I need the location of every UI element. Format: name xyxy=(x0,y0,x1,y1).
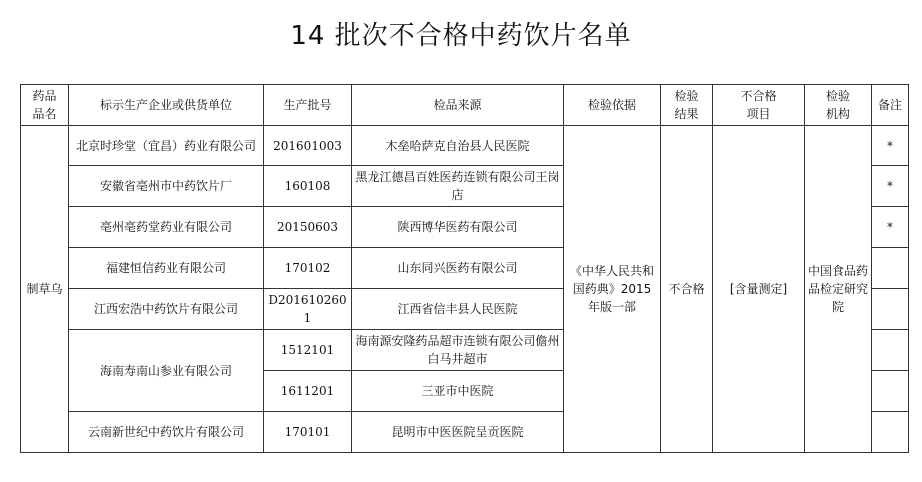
batch-cell: 201601003 xyxy=(264,126,352,166)
result-cell: 不合格 xyxy=(661,126,713,453)
batch-cell: 170102 xyxy=(264,248,352,289)
manufacturer-cell: 海南寿南山参业有限公司 xyxy=(69,330,264,412)
manufacturer-cell: 云南新世纪中药饮片有限公司 xyxy=(69,412,264,453)
batch-cell: 1611201 xyxy=(264,371,352,412)
manufacturer-cell: 安徽省亳州市中药饮片厂 xyxy=(69,166,264,207)
manufacturer-cell: 亳州亳药堂药业有限公司 xyxy=(69,207,264,248)
drug-name-cell: 制草乌 xyxy=(21,126,69,453)
remark-cell xyxy=(872,412,909,453)
source-cell: 海南源安隆药品超市连锁有限公司儋州白马井超市 xyxy=(352,330,564,371)
agency-cell: 中国食品药品检定研究院 xyxy=(805,126,872,453)
header-result: 检验 结果 xyxy=(661,85,713,126)
source-cell: 江西省信丰县人民医院 xyxy=(352,289,564,330)
remark-cell xyxy=(872,371,909,412)
remark-cell: * xyxy=(872,207,909,248)
header-failed-item: 不合格 项目 xyxy=(713,85,805,126)
header-manufacturer: 标示生产企业或供货单位 xyxy=(69,85,264,126)
page-title: 14 批次不合格中药饮片名单 xyxy=(290,21,632,51)
batch-cell: 20150603 xyxy=(264,207,352,248)
header-agency: 检验 机构 xyxy=(805,85,872,126)
source-cell: 昆明市中医医院呈贡医院 xyxy=(352,412,564,453)
unqualified-list-table xyxy=(20,84,909,453)
remark-cell xyxy=(872,248,909,289)
header-sample-source: 检品来源 xyxy=(352,85,564,126)
table-row xyxy=(21,126,909,166)
header-remark: 备注 xyxy=(872,85,909,126)
source-cell: 黑龙江德昌百姓医药连锁有限公司王岗店 xyxy=(352,166,564,207)
manufacturer-cell: 江西宏浩中药饮片有限公司 xyxy=(69,289,264,330)
remark-cell: * xyxy=(872,126,909,166)
source-cell: 木垒哈萨克自治县人民医院 xyxy=(352,126,564,166)
header-batch: 生产批号 xyxy=(264,85,352,126)
batch-cell: D2016102601 xyxy=(264,289,352,330)
manufacturer-cell: 北京时珍堂（宜昌）药业有限公司 xyxy=(69,126,264,166)
source-cell: 陕西博华医药有限公司 xyxy=(352,207,564,248)
batch-cell: 1512101 xyxy=(264,330,352,371)
remark-cell xyxy=(872,330,909,371)
manufacturer-cell: 福建恒信药业有限公司 xyxy=(69,248,264,289)
header-basis: 检验依据 xyxy=(564,85,661,126)
source-cell: 山东同兴医药有限公司 xyxy=(352,248,564,289)
source-cell: 三亚市中医院 xyxy=(352,371,564,412)
remark-cell xyxy=(872,289,909,330)
basis-cell: 《中华人民共和国药典》2015年版一部 xyxy=(564,126,661,453)
header-drug-name: 药品 品名 xyxy=(21,85,69,126)
batch-cell: 170101 xyxy=(264,412,352,453)
remark-cell: * xyxy=(872,166,909,207)
header-row xyxy=(21,85,909,126)
batch-cell: 160108 xyxy=(264,166,352,207)
failed-item-cell: [含量测定] xyxy=(713,126,805,453)
